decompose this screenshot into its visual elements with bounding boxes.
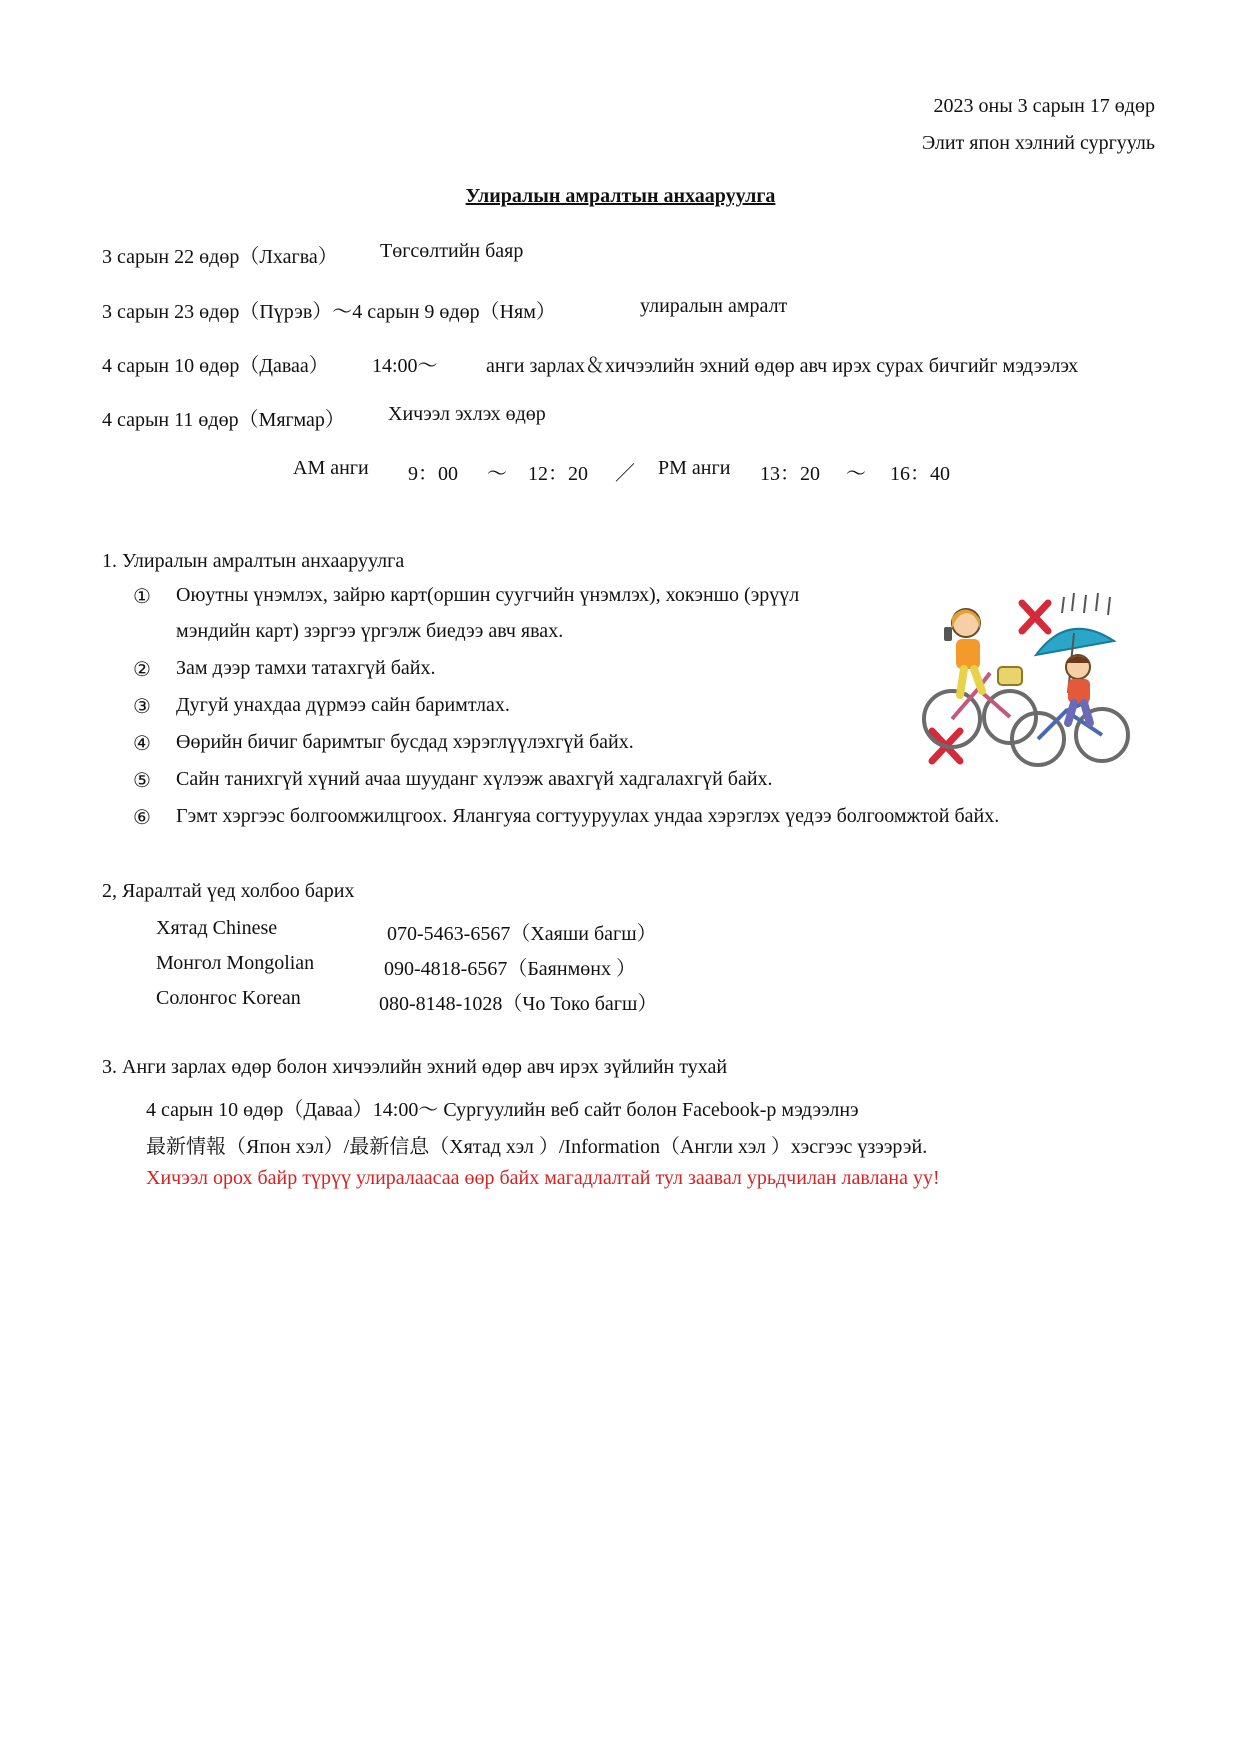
item-text: Өөрийн бичиг баримтыг бусдад хэрэглүүлэхгүй байх.	[176, 731, 634, 753]
pm-class-end: 16：40	[890, 463, 950, 485]
item-number: ③	[133, 696, 151, 718]
contact-language: Монгол Mongolian	[156, 952, 315, 974]
schedule-event: анги зарлах＆хичээлийн эхний өдөр авч ирэх сурах бичгийг мэдээлэх	[486, 355, 1079, 377]
item-number: ①	[133, 586, 151, 608]
schedule-time: 14:00～	[372, 355, 438, 377]
section-heading: 3. Анги зарлах өдөр болон хичээлийн эхний өдөр авч ирэх зүйлийн тухай	[102, 1056, 728, 1078]
warning-text: Хичээл орох байр түрүү улиралаасаа өөр байх магадлалтай тул заавал урьдчилан лавлана уу!	[146, 1167, 940, 1189]
contact-phone[interactable]: 080-8148-1028（Чо Токо багш）	[379, 993, 658, 1015]
contact-phone[interactable]: 090-4818-6567（Баянмөнх ）	[384, 958, 636, 980]
rain-icon	[1062, 593, 1110, 615]
item-number: ⑥	[133, 807, 151, 829]
contact-language: Хятад Chinese	[156, 917, 278, 939]
item-text: Гэмт хэргээс болгоомжилцгоох. Ялангуяа согтууруулах ундаа хэрэглэх үедээ болгоомжтой байх.	[176, 805, 1000, 827]
item-number: ⑤	[133, 770, 151, 792]
item-text: Зам дээр тамхи татахгүй байх.	[176, 657, 436, 679]
announcement-line: 4 сарын 10 өдөр（Даваа）14:00～ Сургуулийн веб сайт болон Facebook-р мэдээлнэ	[146, 1099, 859, 1121]
pm-class-label: PM анги	[658, 457, 731, 479]
document-date: 2023 оны 3 сарын 17 өдөр	[933, 95, 1155, 117]
section-heading: 2, Яаралтай үед холбоо барих	[102, 880, 355, 902]
am-class-end: 12：20	[528, 463, 588, 485]
item-text: Оюутны үнэмлэх, зайрю карт(оршин суугчийн үнэмлэх), хокэншо (эрүүл	[176, 584, 800, 606]
schedule-event: Хичээл эхлэх өдөр	[388, 403, 546, 425]
am-class-tilde: ～	[487, 463, 507, 485]
item-number: ②	[133, 659, 151, 681]
contact-language: Солонгос Korean	[156, 987, 301, 1009]
page-title: Улиралын амралтын анхааруулга	[465, 185, 776, 207]
schedule-event: Төгсөлтийн баяр	[380, 240, 524, 262]
item-number: ④	[133, 733, 151, 755]
item-text-continued: мэндийн карт) зэргээ үргэлж биедээ авч явах.	[176, 620, 564, 642]
contact-phone[interactable]: 070-5463-6567（Хаяши багш）	[387, 923, 657, 945]
schedule-date: 3 сарын 23 өдөр（Пүрэв）～4 сарын 9 өдөр（Ням）	[102, 301, 556, 323]
schedule-event: улиралын амралт	[640, 295, 788, 317]
prohibited-cross-icon	[1022, 603, 1048, 631]
school-name: Элит япон хэлний сургууль	[921, 132, 1155, 154]
schedule-date: 4 сарын 10 өдөр（Даваа）	[102, 355, 329, 377]
item-text: Дугуй унахдаа дүрмээ сайн баримтлах.	[176, 694, 510, 716]
pm-class-start: 13：20	[760, 463, 820, 485]
section-heading: 1. Улиралын амралтын анхааруулга	[102, 550, 405, 572]
am-class-start: 9：00	[408, 463, 458, 485]
pm-class-tilde: ～	[846, 463, 866, 485]
announcement-line: 最新情報（Япон хэл）/最新信息（Хятад хэл ）/Information（Англи хэл ）хэсгээс үзээрэй.	[146, 1136, 928, 1158]
class-time-separator: ／	[615, 463, 635, 485]
schedule-date: 4 сарын 11 өдөр（Мягмар）	[102, 409, 345, 431]
am-class-label: AM анги	[293, 457, 369, 479]
schedule-date: 3 сарын 22 өдөр（Лхагва）	[102, 246, 338, 268]
item-text: Сайн танихгүй хүний ачаа шууданг хүлээж авахгүй хадгалахгүй байх.	[176, 768, 773, 790]
bicycle-safety-illustration	[918, 583, 1138, 773]
